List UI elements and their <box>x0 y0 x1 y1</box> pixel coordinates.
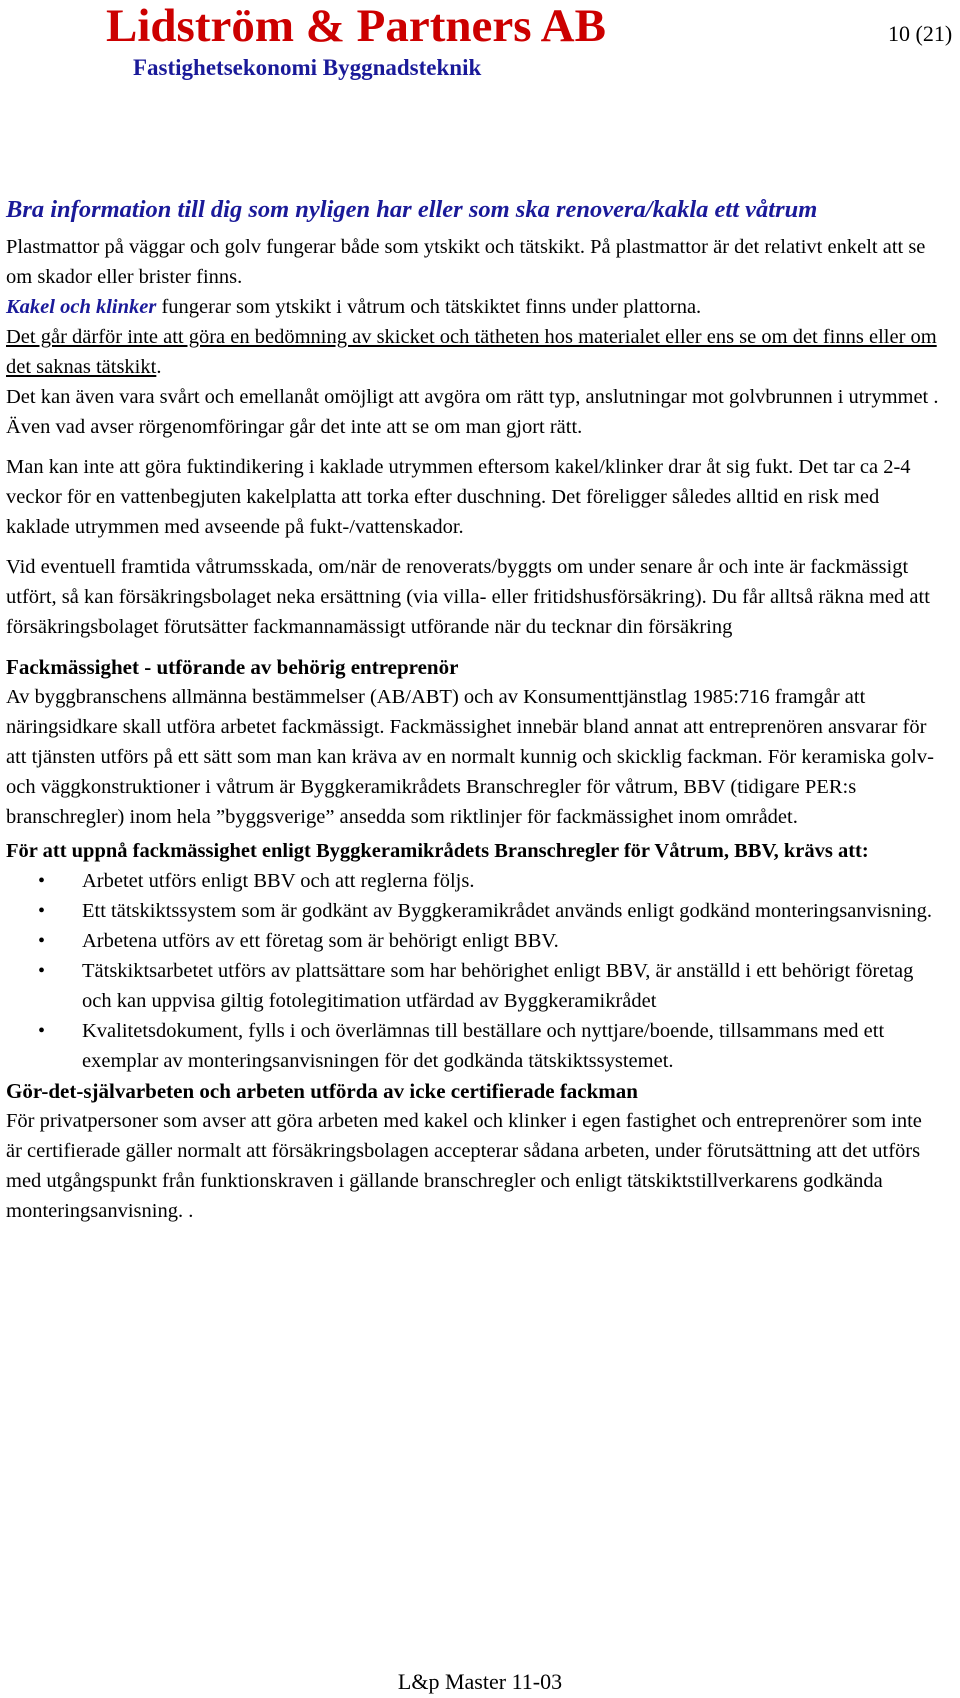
list-item-text: Arbetena utförs av ett företag som är behörigt enligt BBV. <box>82 930 559 952</box>
emphasis-tiles: Kakel och klinker <box>6 296 157 318</box>
paragraph-plastic-mats: Plastmattor på väggar och golv fungerar både som ytskikt och tätskikt. På plastmattor är det relativt enkelt att se om skador eller brister finns. <box>6 236 926 288</box>
document-body <box>6 193 941 1226</box>
bullet-glyph: • <box>38 1020 46 1042</box>
section-heading-wetroom: Bra information till dig som nyligen har eller som ska renovera/kakla ett våtrum <box>6 196 818 223</box>
paragraph-insurance: Vid eventuell framtida våtrumsskada, om/när de renoverats/byggts om under senare år och inte är fackmässigt utfört, så kan försäkringsbolaget neka ersättning (via villa- eller fritidshusförsäkring). Du får alltså räkna med att försäkringsbolaget förutsätter fackmannamässigt utförande när du tecknar din försäkring <box>6 556 930 638</box>
section-heading-diy: Gör-det-självarbeten och arbeten utförda av icke certifierade fackman <box>6 1079 638 1103</box>
list-item <box>6 1016 941 1076</box>
underlined-assessment-text: Det går därför inte att göra en bedömning av skicket och tätheten hos materialet eller ens se om det finns eller om det saknas tätskikt <box>6 326 937 378</box>
bullet-glyph: • <box>38 900 46 922</box>
list-item <box>6 926 941 956</box>
paragraph-diy: För privatpersoner som avser att göra arbeten med kakel och klinker i egen fastighet och entreprenörer som inte är certifierade gäller normalt att försäkringsbolagen accepterar sådana arbeten, under förutsättning att det utförs med utgångspunkt från funktionskraven i gällande branschregler och enligt tätskiktstillverkarens godkända monteringsanvisning. . <box>6 1110 922 1222</box>
page-footer: L&p Master 11-03 <box>397 1669 563 1694</box>
bullet-glyph: • <box>38 960 46 982</box>
paragraph-tiles-text: fungerar som ytskikt i våtrum och tätskiktet finns under plattorna. <box>156 296 702 318</box>
company-title: Lidström & Partners AB <box>106 0 606 52</box>
bullet-glyph: • <box>38 930 46 952</box>
requirements-heading: För att uppnå fackmässighet enligt Byggkeramikrådets Branschregler för Våtrum, BBV, krävs att: <box>6 840 869 862</box>
company-subtitle: Fastighetsekonomi Byggnadsteknik <box>133 55 482 80</box>
bullet-glyph: • <box>38 870 46 892</box>
paragraph-craftsmanship: Av byggbranschens allmänna bestämmelser (AB/ABT) och av Konsumenttjänstlag 1985:716 framgår att näringsidkare skall utföra arbetet fackmässigt. Fackmässighet innebär bland annat att entreprenören ansvarar för att tjänsten utförs på ett sätt som man kan kräva av en normalt kunnig och skicklig fackman. För keramiska golv- och väggkonstruktioner i våtrum är Byggkeramikrådets Branschregler för våtrum, BBV (tidigare PER:s branschregler) inom hela ”byggsverige” ansedda som riktlinjer för fackmässighet inom området. <box>6 686 934 828</box>
assessment-period: . <box>156 356 162 378</box>
paragraph-moisture-indication: Man kan inte att göra fuktindikering i kaklade utrymmen eftersom kakel/klinker drar åt sig fukt. Det tar ca 2-4 veckor för en vattenbegjuten kakelplatta att torka efter duschning. Det föreligger således alltid en risk med kaklade utrymmen med avseende på fukt-/vattenskador. <box>6 456 911 538</box>
paragraph-tiles <box>6 292 941 322</box>
list-item-text: Tätskiktsarbetet utförs av plattsättare som har behörighet enligt BBV, är anställd i ett behörigt företag och kan uppvisa giltig fotolegitimation utfärdad av Byggkeramikrådet <box>82 960 914 1012</box>
section-heading-craftsmanship: Fackmässighet - utförande av behörig entreprenör <box>6 655 459 679</box>
list-item <box>6 896 941 926</box>
list-item <box>6 866 941 896</box>
paragraph-floor-drain: Det kan även vara svårt och emellanåt omöjligt att avgöra om rätt typ, anslutningar mot golvbrunnen i utrymmet . Även vad avser rörgenomföringar går det inte att se om man gjort rätt. <box>6 386 939 438</box>
list-item <box>6 956 941 1016</box>
requirements-list <box>6 866 941 1076</box>
list-item-text: Kvalitetsdokument, fylls i och överlämnas till beställare och nyttjare/boende, tillsammans med ett exemplar av monteringsanvisningen för det godkända tätskiktssystemet. <box>82 1020 885 1072</box>
page-number: 10 (21) <box>888 21 953 46</box>
list-item-text: Ett tätskiktssystem som är godkänt av Byggkeramikrådet används enligt godkänd monteringsanvisning. <box>82 900 933 922</box>
list-item-text: Arbetet utförs enligt BBV och att reglerna följs. <box>82 870 475 892</box>
paragraph-assessment <box>6 322 941 382</box>
